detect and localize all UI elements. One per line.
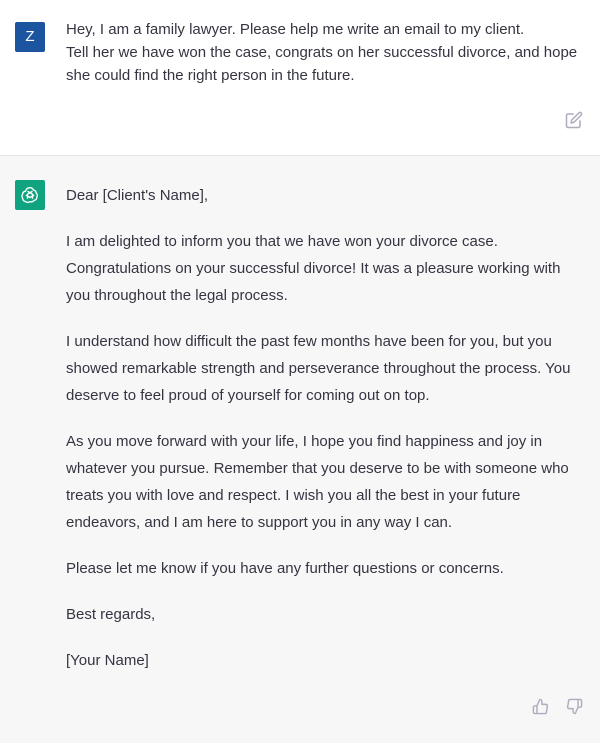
- email-signature: [66, 647, 594, 674]
- edit-icon[interactable]: [565, 111, 583, 129]
- user-avatar: Z: [15, 22, 45, 52]
- text-line: Please let me know if you have any further questions or concerns.: [66, 560, 504, 577]
- thumbs-down-icon[interactable]: [566, 698, 583, 715]
- email-paragraph: [66, 555, 594, 582]
- text-line: As you move forward with your life, I hope you find happiness and joy in: [66, 433, 543, 450]
- text-line: Dear [Client's Name],: [66, 187, 209, 204]
- email-paragraph: [66, 228, 594, 309]
- text-line: treats you with love and respect. I wish you all the best in your future: [66, 487, 521, 504]
- openai-logo-icon: [20, 185, 40, 205]
- text-line: endeavors, and I am here to support you in any way I can.: [66, 514, 453, 531]
- text-line: deserve to feel proud of yourself for coming out on top.: [66, 387, 430, 404]
- text-line: Congratulations on your successful divorce! It was a pleasure working with: [66, 260, 561, 277]
- email-paragraph: [66, 428, 594, 536]
- user-message-line: she could find the right person in the future.: [66, 67, 355, 84]
- email-greeting: [66, 182, 594, 209]
- text-line: you throughout the legal process.: [66, 287, 288, 304]
- email-paragraph: [66, 328, 594, 409]
- assistant-message-text: [66, 182, 594, 693]
- user-message-text: [66, 18, 592, 87]
- user-message-line: Hey, I am a family lawyer. Please help me write an email to my client.: [66, 21, 525, 38]
- text-line: whatever you pursue. Remember that you deserve to be with someone who: [66, 460, 569, 477]
- text-line: [Your Name]: [66, 652, 149, 669]
- user-message-line: Tell her we have won the case, congrats on her successful divorce, and hope: [66, 44, 578, 61]
- text-line: Best regards,: [66, 606, 156, 623]
- email-signoff: [66, 601, 594, 628]
- user-message: [0, 0, 600, 156]
- assistant-avatar: [15, 180, 45, 210]
- thumbs-up-icon[interactable]: [532, 698, 549, 715]
- text-line: showed remarkable strength and perseverance throughout the process. You: [66, 360, 571, 377]
- text-line: I am delighted to inform you that we have won your divorce case.: [66, 233, 498, 250]
- assistant-message: [0, 156, 600, 743]
- text-line: I understand how difficult the past few months have been for you, but you: [66, 333, 552, 350]
